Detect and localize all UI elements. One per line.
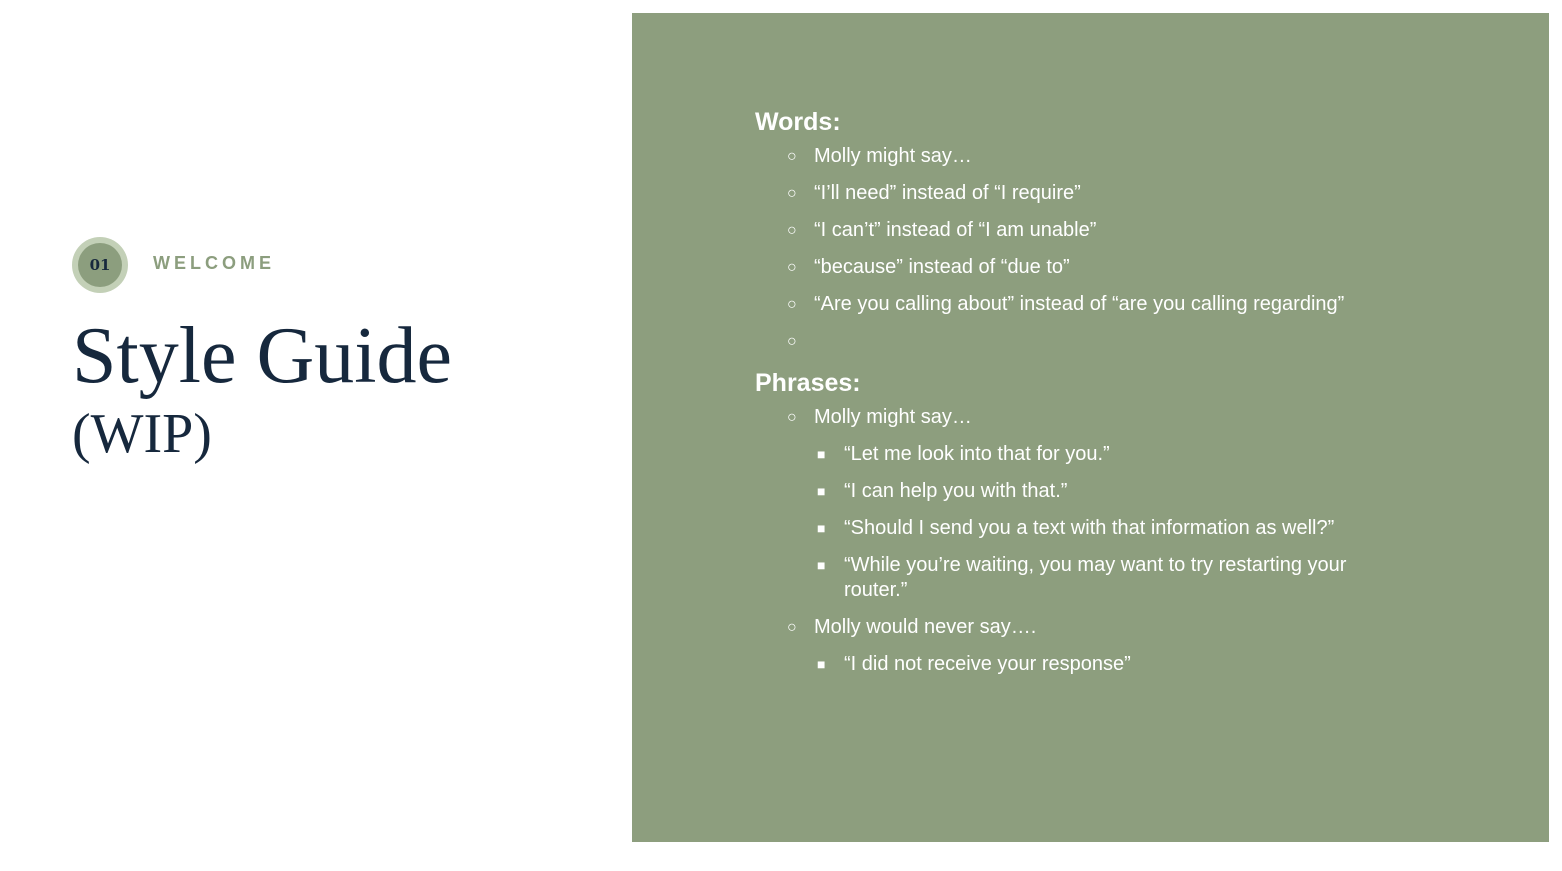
list-item — [755, 181, 1415, 206]
hollow-circle-bullet-icon: ○ — [787, 185, 797, 202]
content-body — [755, 105, 1415, 689]
list-item-text: Molly would never say…. — [814, 616, 1037, 638]
list-item — [755, 255, 1415, 280]
hollow-circle-bullet-icon: ○ — [787, 259, 797, 276]
square-bullet-icon: ■ — [817, 446, 826, 462]
list-item-text: “Are you calling about” instead of “are you calling regarding” — [814, 293, 1345, 315]
list-item-text: “I’ll need” instead of “I require” — [814, 182, 1081, 204]
square-bullet-icon: ■ — [817, 557, 826, 573]
phrases-heading: Phrases: — [755, 369, 861, 397]
hollow-circle-bullet-icon: ○ — [787, 333, 797, 350]
list-item-text: Molly might say… — [814, 406, 972, 428]
section-label: WELCOME — [153, 253, 275, 273]
section-number-badge — [72, 237, 128, 293]
square-bullet-icon: ■ — [817, 656, 826, 672]
list-item — [755, 516, 1415, 541]
words-list — [755, 144, 1415, 354]
hollow-circle-bullet-icon: ○ — [787, 409, 797, 426]
list-item — [755, 218, 1415, 243]
list-item — [755, 479, 1415, 504]
list-item-text: Molly might say… — [814, 145, 972, 167]
list-item-text: “Let me look into that for you.” — [844, 443, 1110, 465]
list-item-text: “While you’re waiting, you may want to try restarting your router.” — [844, 554, 1347, 601]
list-item-text: “I can help you with that.” — [844, 480, 1068, 502]
words-heading: Words: — [755, 108, 841, 136]
list-item — [755, 405, 1415, 430]
list-item — [755, 144, 1415, 169]
hollow-circle-bullet-icon: ○ — [787, 296, 797, 313]
page-title: Style Guide — [72, 312, 452, 400]
square-bullet-icon: ■ — [817, 520, 826, 536]
list-item-text: “I did not receive your response” — [844, 653, 1131, 675]
phrases-list — [755, 405, 1415, 677]
list-item-text: “because” instead of “due to” — [814, 256, 1070, 278]
list-item — [755, 553, 1415, 603]
page-subtitle: (WIP) — [72, 403, 212, 465]
section-number: 01 — [78, 243, 122, 287]
hollow-circle-bullet-icon: ○ — [787, 619, 797, 636]
list-item-text: “I can’t” instead of “I am unable” — [814, 219, 1097, 241]
list-item-text: “Should I send you a text with that information as well?” — [844, 517, 1335, 539]
hollow-circle-bullet-icon: ○ — [787, 148, 797, 165]
list-item — [755, 329, 1415, 354]
list-item — [755, 652, 1415, 677]
square-bullet-icon: ■ — [817, 483, 826, 499]
list-item — [755, 442, 1415, 467]
hollow-circle-bullet-icon: ○ — [787, 222, 797, 239]
list-item — [755, 615, 1415, 640]
content-panel — [632, 13, 1549, 842]
list-item — [755, 292, 1415, 317]
